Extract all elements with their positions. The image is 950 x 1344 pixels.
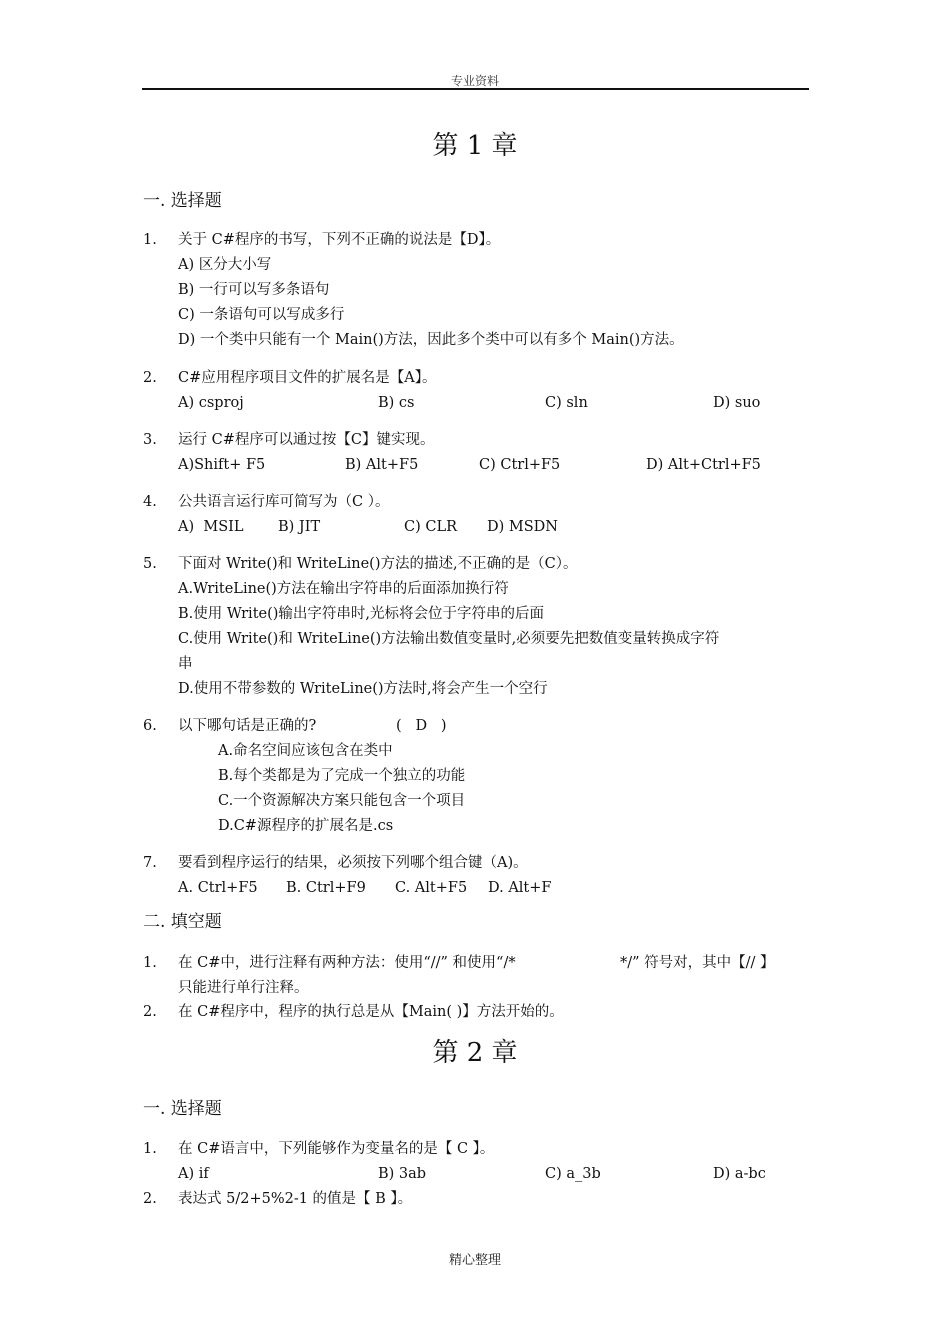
ch1-q3-option-a: A)Shift+ F5 <box>178 457 266 473</box>
ch1-q4-option-a: A) MSIL <box>178 519 244 535</box>
ch1-q6-answer: ( D ) <box>396 718 447 734</box>
ch1-q5-option-c: C.使用 Write()和 WriteLine()方法输出数值变量时,必须要先把数值变量转换成字符 <box>178 631 720 647</box>
ch2-q1-option-b: B) 3ab <box>378 1166 427 1182</box>
ch1-q7-option-c: C. Alt+F5 <box>395 880 468 896</box>
ch1-q2-option-d: D) suo <box>713 395 761 411</box>
ch1-q7-option-b: B. Ctrl+F9 <box>286 880 366 896</box>
ch1-q4-option-b: B) JIT <box>278 519 321 535</box>
ch1-q1-option-b: B) 一行可以写多条语句 <box>178 282 330 298</box>
ch1-q5-option-d: D.使用不带参数的 WriteLine()方法时,将会产生一个空行 <box>178 681 548 697</box>
question-number: 1. <box>143 955 157 971</box>
ch1-q1-option-a: A) 区分大小写 <box>178 257 272 273</box>
question-number: 1. <box>143 1141 157 1157</box>
question-stem: 在 C#语言中，下列能够作为变量名的是【 C 】。 <box>178 1141 495 1157</box>
question-number: 2. <box>143 1191 157 1207</box>
question-stem: 公共语言运行库可简写为（C ）。 <box>178 494 390 510</box>
ch1-q4-option-d: D) MSDN <box>487 519 558 535</box>
ch1-fill-1-cont: */” 符号对，其中【// 】 <box>620 955 775 971</box>
ch1-q6-option-a: A.命名空间应该包含在类中 <box>218 743 393 759</box>
ch1-q1-option-d: D) 一个类中只能有一个 Main()方法，因此多个类中可以有多个 Main()方法。 <box>178 332 684 348</box>
ch1-q5-option-c-cont: 串 <box>178 656 193 672</box>
ch1-q2-option-b: B) cs <box>378 395 415 411</box>
page-header: 专业资料 <box>450 74 499 88</box>
ch1-q3-option-b: B) Alt+F5 <box>345 457 419 473</box>
ch1-q1-option-c: C) 一条语句可以写成多行 <box>178 307 345 323</box>
ch1-q2-option-a: A) csproj <box>178 395 244 411</box>
question-stem: 表达式 5/2+5%2-1 的值是【 B 】。 <box>178 1191 413 1207</box>
question-number: 2. <box>143 370 157 386</box>
question-number: 7. <box>143 855 157 871</box>
question-number: 5. <box>143 556 157 572</box>
question-number: 3. <box>143 432 157 448</box>
question-number: 2. <box>143 1004 157 1020</box>
ch1-q4-option-c: C) CLR <box>404 519 458 535</box>
header-rule <box>142 88 809 90</box>
page-footer: 精心整理 <box>448 1253 501 1268</box>
ch1-q6-option-c: C.一个资源解决方案只能包含一个项目 <box>218 793 466 809</box>
ch1-q3-option-c: C) Ctrl+F5 <box>479 457 561 473</box>
question-stem: 以下哪句话是正确的? <box>178 718 317 734</box>
ch2-q1-option-a: A) if <box>178 1166 209 1182</box>
ch1-q6-option-b: B.每个类都是为了完成一个独立的功能 <box>218 768 466 784</box>
question-stem: 运行 C#程序可以通过按【C】键实现。 <box>178 432 435 448</box>
ch1-q5-option-a: A.WriteLine()方法在输出字符串的后面添加换行符 <box>178 581 509 597</box>
question-stem: 要看到程序运行的结果，必须按下列哪个组合键（A)。 <box>178 855 528 871</box>
question-number: 6. <box>143 718 157 734</box>
chapter-1-title: 第 1 章 <box>432 131 518 161</box>
question-stem: C#应用程序项目文件的扩展名是【A】。 <box>178 370 437 386</box>
ch1-q7-option-a: A. Ctrl+F5 <box>178 880 258 896</box>
ch1-section-choice: 一. 选择题 <box>143 191 222 211</box>
ch1-section-fill: 二. 填空题 <box>143 912 222 932</box>
question-text: 在 C#程序中，程序的执行总是从【Main( )】方法开始的。 <box>178 1004 564 1020</box>
ch1-fill-1-line2: 只能进行单行注释。 <box>178 980 309 996</box>
ch1-q5-option-b: B.使用 Write()输出字符串时,光标将会位于字符串的后面 <box>178 606 545 622</box>
question-number: 4. <box>143 494 157 510</box>
ch1-q6-option-d: D.C#源程序的扩展名是.cs <box>218 818 394 834</box>
ch1-q3-option-d: D) Alt+Ctrl+F5 <box>646 457 761 473</box>
question-stem: 下面对 Write()和 WriteLine()方法的描述,不正确的是（C）。 <box>178 556 578 572</box>
chapter-2-title: 第 2 章 <box>432 1038 518 1068</box>
ch2-q1-option-d: D) a-bc <box>713 1166 766 1182</box>
question-stem: 关于 C#程序的书写，下列不正确的说法是【D】。 <box>178 232 501 248</box>
question-number: 1. <box>143 232 157 248</box>
ch1-q7-option-d: D. Alt+F <box>488 880 552 896</box>
ch2-q1-option-c: C) a_3b <box>545 1166 601 1182</box>
ch1-q2-option-c: C) sln <box>545 395 588 411</box>
question-text: 在 C#中，进行注释有两种方法：使用“//” 和使用“/* <box>178 955 516 971</box>
ch2-section-choice: 一. 选择题 <box>143 1099 222 1119</box>
